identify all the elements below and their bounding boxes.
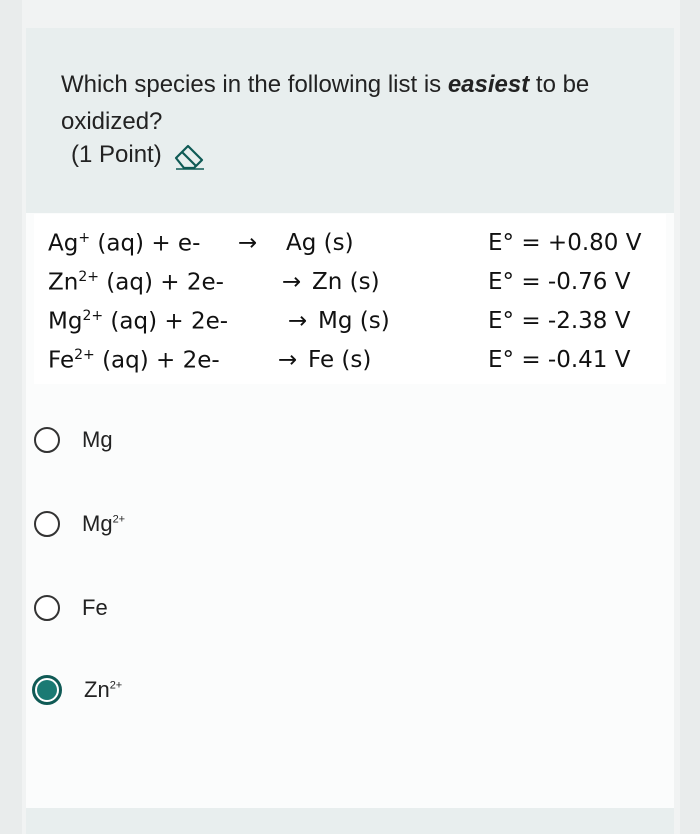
reaction-reactant: $Fe^{2+}$ (aq) + 2e- [48,347,220,374]
page-edge-left [0,0,22,834]
reaction-potential: E° = +0.80 V [488,230,642,256]
question-text [61,66,651,140]
reaction-row [48,230,658,268]
points-indicator [71,140,206,170]
reaction-arrow: → [238,230,258,256]
reaction-product: Fe (s) [308,347,372,373]
reaction-row [48,269,658,307]
reaction-arrow: → [288,308,308,334]
question-text-after: to be oxidized? [61,71,590,135]
reaction-potential: E° = -0.76 V [488,269,631,295]
radio-button[interactable] [34,595,60,621]
question-emphasis: easiest [447,71,530,98]
question-text-before: Which species in the following list is [61,71,448,98]
option-label: Fe [82,595,108,620]
reaction-arrow: → [278,347,298,373]
next-question-strip [26,808,674,834]
points-label: (1 Point) [71,141,162,168]
eraser-icon[interactable] [172,140,206,170]
reaction-product: Mg (s) [318,308,390,334]
reaction-product: Zn (s) [312,269,380,295]
reaction-row [48,308,658,346]
page-edge-right [680,0,700,834]
reaction-table [34,214,666,384]
radio-button[interactable] [34,427,60,453]
radio-dot [37,680,57,700]
reaction-potential: E° = -0.41 V [488,347,631,373]
reaction-reactant: Ag+ (aq) + e- [48,230,201,257]
option-label: Mg [82,427,113,452]
option-zn2plus[interactable] [34,670,434,710]
option-mg2plus[interactable] [34,504,434,544]
radio-button[interactable] [34,511,60,537]
option-label: $Zn^{2+}$ [84,677,123,702]
radio-button-selected[interactable] [32,675,62,705]
option-label: $Mg^{2+}$ [82,511,126,536]
reaction-product: Ag (s) [286,230,354,256]
reaction-potential: E° = -2.38 V [488,308,631,334]
reaction-arrow: → [282,269,302,295]
option-mg[interactable] [34,420,434,460]
reaction-row [48,347,658,385]
reaction-reactant: $Mg^{2+}$ (aq) + 2e- [48,308,229,335]
reaction-reactant: $Zn^{2+}$ (aq) + 2e- [48,269,224,296]
option-fe[interactable] [34,588,434,628]
